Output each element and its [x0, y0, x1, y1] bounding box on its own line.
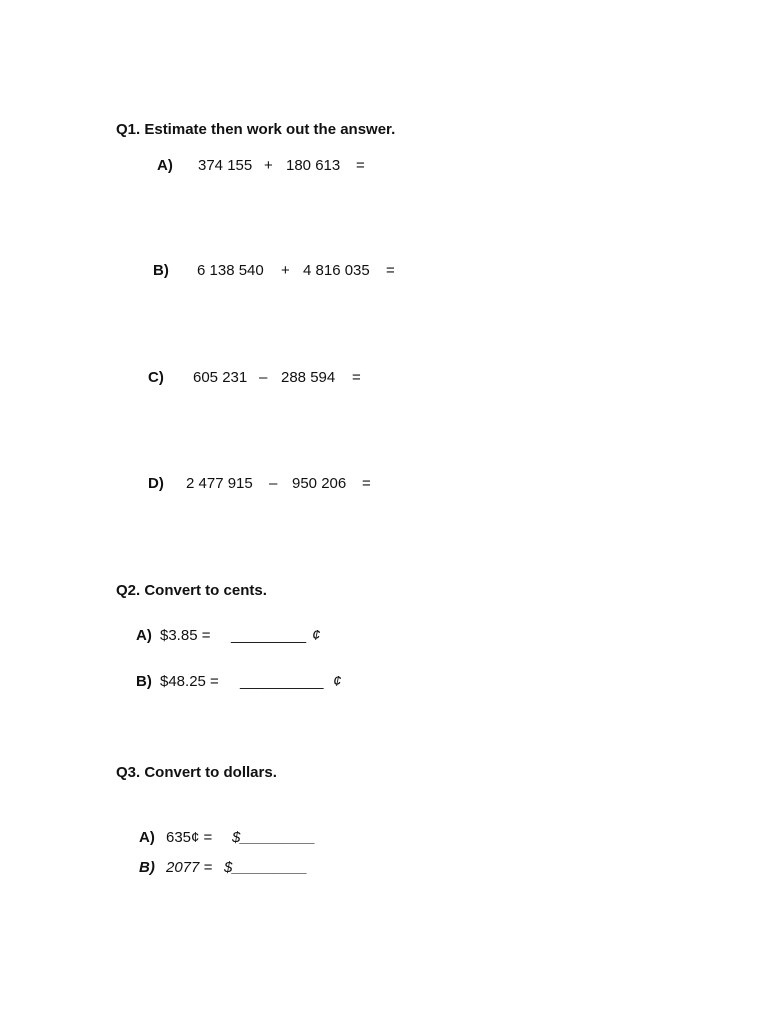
- q1-a-equals: =: [356, 157, 365, 174]
- q1-b-label: B): [153, 262, 169, 279]
- q3-b-amount: 2077 =: [166, 859, 213, 876]
- q3-a-answer-blank[interactable]: $_________: [232, 829, 316, 846]
- q3-title: Q3. Convert to dollars.: [116, 764, 277, 781]
- q3-b-answer-blank[interactable]: $_________: [224, 859, 308, 876]
- q1-title: Q1. Estimate then work out the answer.: [116, 121, 396, 138]
- q2-a-cent-symbol: ¢: [312, 627, 321, 644]
- q1-b-equals: =: [386, 262, 395, 279]
- q1-b-operator: +: [281, 262, 290, 279]
- q1-b-operand-1: 6 138 540: [197, 262, 264, 279]
- q1-c-operand-2: 288 594: [281, 369, 336, 386]
- q2-b-answer-blank[interactable]: __________: [240, 673, 324, 690]
- q2-a-amount: $3.85 =: [160, 627, 211, 644]
- q1-a-operand-1: 374 155: [198, 157, 253, 174]
- q1-d-equals: =: [362, 475, 371, 492]
- q2-b-label: B): [136, 673, 152, 690]
- q1-b-operand-2: 4 816 035: [303, 262, 370, 279]
- q1-c-operand-1: 605 231: [193, 369, 248, 386]
- q1-d-label: D): [148, 475, 164, 492]
- q1-a-operator: +: [264, 157, 273, 174]
- q3-b-label: B): [139, 859, 155, 876]
- q1-d-operand-1: 2 477 915: [186, 475, 253, 492]
- q2-a-answer-blank[interactable]: _________: [231, 627, 307, 644]
- q3-a-label: A): [139, 829, 155, 846]
- q1-c-equals: =: [352, 369, 361, 386]
- q1-c-label: C): [148, 369, 164, 386]
- q2-b-cent-symbol: ¢: [333, 673, 342, 690]
- q2-b-amount: $48.25 =: [160, 673, 219, 690]
- q2-title: Q2. Convert to cents.: [116, 582, 267, 599]
- q1-a-operand-2: 180 613: [286, 157, 341, 174]
- q1-a-label: A): [157, 157, 173, 174]
- q3-a-amount: 635¢ =: [166, 829, 213, 846]
- q2-a-label: A): [136, 627, 152, 644]
- q1-c-operator: –: [259, 369, 268, 386]
- q1-d-operator: –: [269, 475, 278, 492]
- q1-d-operand-2: 950 206: [292, 475, 347, 492]
